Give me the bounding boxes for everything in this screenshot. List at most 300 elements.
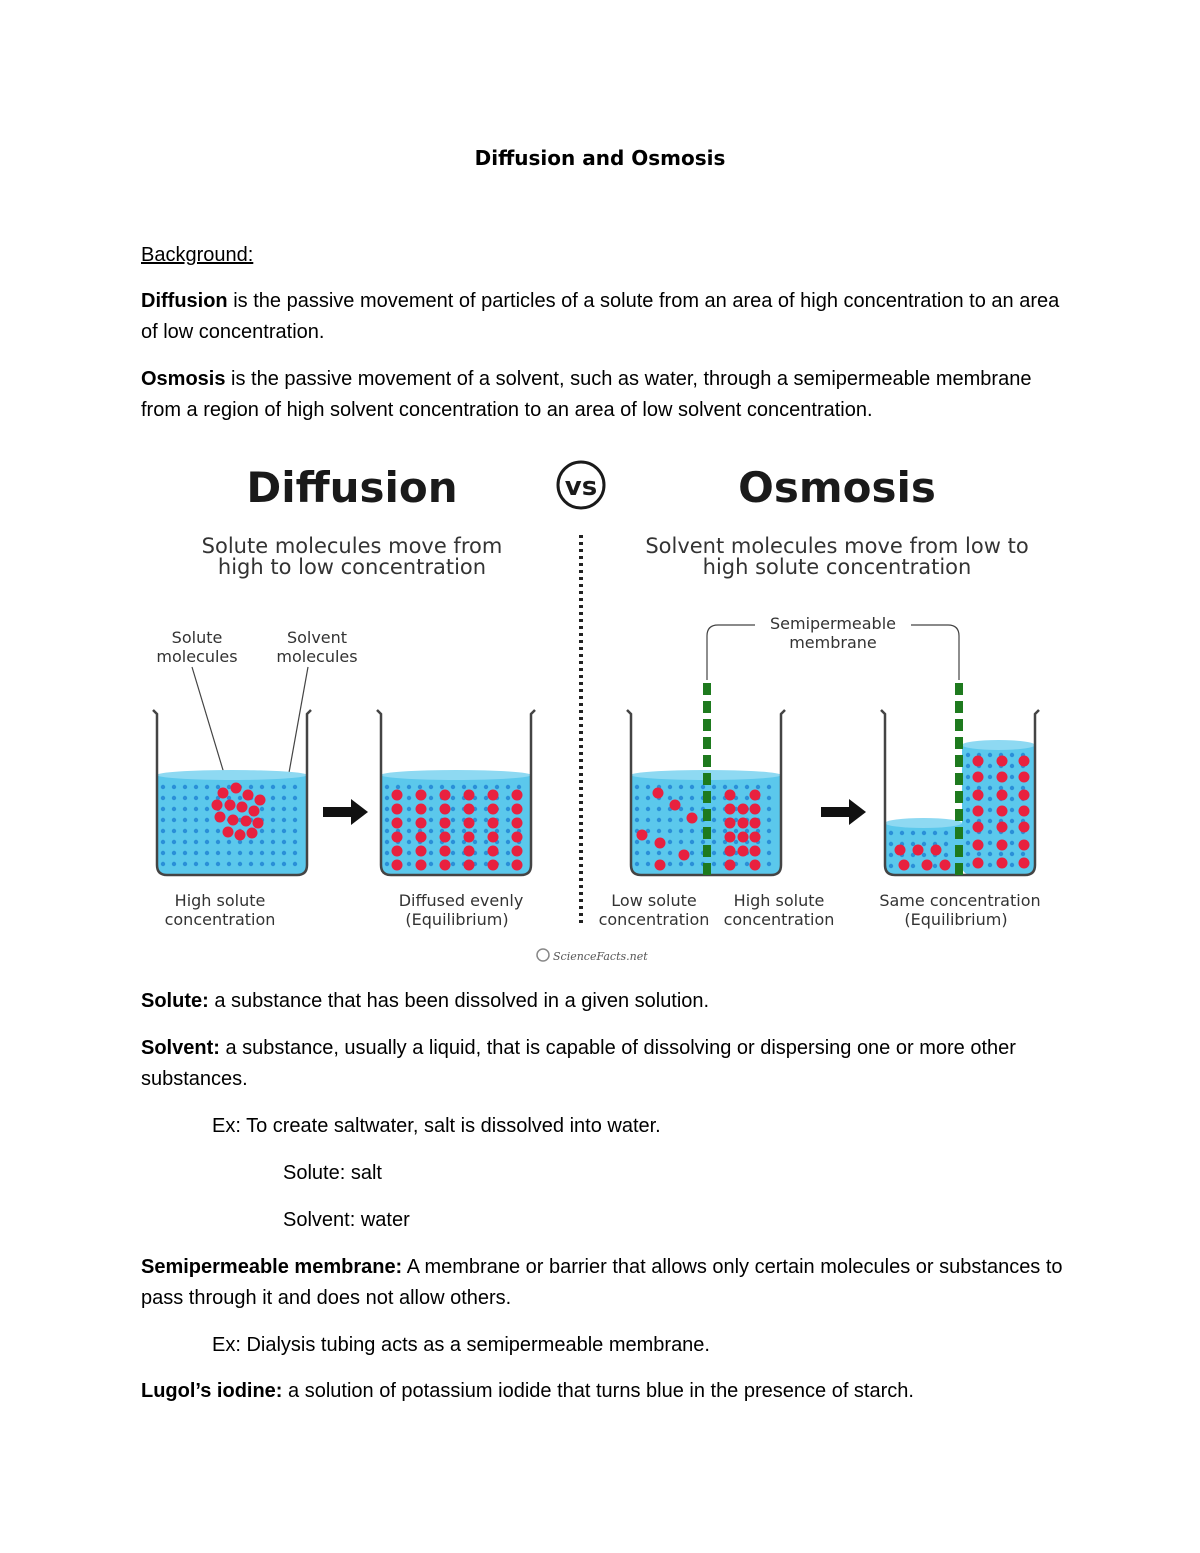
solute-molecule	[997, 790, 1008, 801]
solvent-molecule	[635, 851, 639, 855]
solvent-molecule	[734, 840, 738, 844]
solvent-molecule	[889, 864, 893, 868]
solvent-molecule	[271, 840, 275, 844]
solute-molecule	[218, 788, 229, 799]
solvent-molecule	[657, 818, 661, 822]
solvent-molecule	[407, 829, 411, 833]
solvent-molecule	[216, 862, 220, 866]
solvent-molecule	[679, 796, 683, 800]
solvent-molecule	[271, 807, 275, 811]
solvent-molecule	[227, 862, 231, 866]
background-heading-text: Background:	[141, 244, 254, 266]
water-surface	[381, 770, 531, 780]
membrane-segment	[955, 863, 963, 875]
solute-molecule	[512, 846, 523, 857]
solvent-molecule	[988, 808, 992, 812]
diffusion-subtitle-line1: Solute molecules move from	[201, 534, 503, 558]
solvent-molecule	[183, 785, 187, 789]
solvent-molecule	[756, 785, 760, 789]
membrane-segment	[955, 791, 963, 803]
solvent-molecule	[183, 851, 187, 855]
solute-molecule	[637, 830, 648, 841]
solvent-molecule	[183, 840, 187, 844]
solvent-molecule	[889, 842, 893, 846]
solvent-molecule	[172, 840, 176, 844]
solute-molecule	[440, 832, 451, 843]
solute-molecule	[738, 832, 749, 843]
membrane-segment	[703, 737, 711, 749]
solvent-molecule	[889, 853, 893, 857]
solute-molecule	[997, 840, 1008, 851]
solvent-molecule	[484, 785, 488, 789]
solvent-molecule	[635, 840, 639, 844]
solvent-molecule	[1010, 819, 1014, 823]
solvent-molecule	[922, 853, 926, 857]
solvent-molecule	[646, 807, 650, 811]
solvent-molecule	[172, 851, 176, 855]
example-solute: Solute: salt	[283, 1162, 382, 1184]
solvent-molecule	[517, 785, 521, 789]
solvent-molecule	[282, 807, 286, 811]
solvent-molecule	[767, 796, 771, 800]
membrane-segment	[955, 737, 963, 749]
membrane-pointer-left	[707, 625, 755, 680]
solvent-definition-paragraph	[141, 1033, 1071, 1095]
solute-molecule	[488, 804, 499, 815]
solvent-molecule	[172, 862, 176, 866]
diffusion-subtitle-line2: high to low concentration	[217, 555, 487, 579]
solvent-molecule	[205, 785, 209, 789]
solute-label-line1: Solute	[171, 628, 223, 647]
solute-molecule	[997, 756, 1008, 767]
solvent-molecule	[227, 840, 231, 844]
solute-molecule	[392, 832, 403, 843]
beaker-diffused	[377, 710, 535, 875]
solvent-molecule	[1010, 863, 1014, 867]
solvent-molecule	[161, 807, 165, 811]
membrane-segment	[955, 773, 963, 785]
solute-molecule	[1019, 858, 1030, 869]
solute-molecule	[243, 790, 254, 801]
solvent-molecule	[451, 829, 455, 833]
solvent-molecule	[745, 785, 749, 789]
solvent-molecule	[495, 785, 499, 789]
solvent-molecule	[922, 831, 926, 835]
solvent-molecule	[745, 862, 749, 866]
solvent-molecule	[216, 785, 220, 789]
solvent-molecule	[484, 829, 488, 833]
solute-molecule	[440, 790, 451, 801]
solvent-molecule	[712, 818, 716, 822]
solvent-molecule	[407, 862, 411, 866]
membrane-segment	[703, 809, 711, 821]
membrane-segment	[703, 773, 711, 785]
membrane-segment	[955, 683, 963, 695]
solvent-molecule	[690, 785, 694, 789]
solvent-molecule	[293, 851, 297, 855]
solvent-term: Solvent:	[141, 1037, 220, 1059]
solvent-molecule	[1021, 852, 1025, 856]
solute-molecule	[512, 790, 523, 801]
solvent-molecule	[911, 842, 915, 846]
solvent-molecule	[161, 829, 165, 833]
caption-high-b-line1: High solute	[733, 891, 825, 910]
solvent-molecule	[249, 785, 253, 789]
water-surface	[962, 740, 1035, 750]
solvent-molecule	[966, 852, 970, 856]
solvent-molecule	[172, 818, 176, 822]
solvent-molecule	[172, 796, 176, 800]
solvent-molecule	[944, 853, 948, 857]
solute-molecule	[725, 804, 736, 815]
solute-term: Solute:	[141, 990, 209, 1012]
solute-molecule	[392, 790, 403, 801]
solvent-molecule	[183, 796, 187, 800]
solute-molecule	[255, 795, 266, 806]
lugol-definition-paragraph	[141, 1376, 1071, 1407]
solvent-molecule	[205, 862, 209, 866]
solvent-molecule	[988, 841, 992, 845]
solvent-molecule	[260, 851, 264, 855]
solute-molecule	[750, 790, 761, 801]
solvent-molecule	[429, 818, 433, 822]
solute-molecule	[212, 800, 223, 811]
lugol-definition: a solution of potassium iodide that turns blue in the presence of starch.	[282, 1380, 914, 1402]
solute-molecule	[655, 838, 666, 849]
solvent-molecule	[194, 818, 198, 822]
solute-molecule	[392, 846, 403, 857]
solute-molecule	[440, 818, 451, 829]
solvent-molecule	[282, 851, 286, 855]
solvent-molecule	[183, 829, 187, 833]
solute-molecule	[464, 790, 475, 801]
solvent-molecule	[506, 840, 510, 844]
solvent-molecule	[701, 785, 705, 789]
solute-molecule	[241, 816, 252, 827]
beaker-osmosis-equilibrium	[881, 683, 1039, 875]
solute-molecule	[215, 812, 226, 823]
osmosis-term: Osmosis	[141, 368, 226, 390]
solvent-molecule	[933, 831, 937, 835]
solvent-molecule	[183, 818, 187, 822]
solvent-molecule	[473, 785, 477, 789]
solvent-molecule	[988, 775, 992, 779]
arrow-right-icon	[821, 799, 866, 825]
solvent-molecule	[249, 862, 253, 866]
solute-molecule	[416, 846, 427, 857]
solvent-molecule	[429, 840, 433, 844]
solvent-molecule	[506, 807, 510, 811]
solute-molecule	[440, 804, 451, 815]
solvent-molecule	[1010, 808, 1014, 812]
solute-molecule	[488, 846, 499, 857]
solute-molecule	[1019, 806, 1030, 817]
solvent-molecule	[1010, 830, 1014, 834]
solvent-molecule	[690, 840, 694, 844]
solute-molecule	[725, 846, 736, 857]
solvent-molecule	[745, 796, 749, 800]
solute-molecule	[464, 846, 475, 857]
solvent-molecule	[712, 829, 716, 833]
solvent-molecule	[161, 796, 165, 800]
solvent-molecule	[172, 785, 176, 789]
solvent-molecule	[966, 764, 970, 768]
solvent-molecule	[679, 862, 683, 866]
solvent-molecule	[690, 807, 694, 811]
solvent-molecule	[646, 796, 650, 800]
solvent-molecule	[271, 796, 275, 800]
caption-low-line1: Low solute	[611, 891, 697, 910]
solvent-molecule	[271, 862, 275, 866]
solute-molecule	[231, 783, 242, 794]
solvent-molecule	[1010, 786, 1014, 790]
solvent-molecule	[506, 851, 510, 855]
solute-molecule	[725, 818, 736, 829]
solute-label-line2: molecules	[156, 647, 238, 666]
solvent-molecule	[1010, 775, 1014, 779]
solvent-molecule	[966, 808, 970, 812]
solvent-molecule	[194, 807, 198, 811]
lugol-term: Lugol’s iodine:	[141, 1380, 283, 1402]
water-surface	[157, 770, 307, 780]
solvent-molecule	[900, 831, 904, 835]
solute-molecule	[512, 860, 523, 871]
solute-molecule	[922, 860, 933, 871]
solvent-label-line1: Solvent	[286, 628, 348, 647]
solvent-molecule	[646, 818, 650, 822]
solvent-molecule	[690, 829, 694, 833]
solute-molecule	[488, 860, 499, 871]
membrane-pointer-right	[911, 625, 959, 680]
solvent-molecule	[385, 862, 389, 866]
solute-molecule	[228, 815, 239, 826]
solvent-molecule	[385, 807, 389, 811]
solvent-molecule	[429, 829, 433, 833]
solvent-molecule	[227, 851, 231, 855]
solvent-molecule	[679, 785, 683, 789]
solute-molecule	[750, 846, 761, 857]
solvent-molecule	[712, 862, 716, 866]
solvent-molecule	[767, 840, 771, 844]
membrane-segment	[703, 845, 711, 857]
solvent-molecule	[407, 840, 411, 844]
solvent-molecule	[451, 840, 455, 844]
arrow-right-icon	[323, 799, 368, 825]
solvent-molecule	[282, 829, 286, 833]
membrane-definition-paragraph	[141, 1252, 1071, 1314]
solute-molecule	[253, 818, 264, 829]
membrane-segment	[703, 701, 711, 713]
solute-molecule	[750, 804, 761, 815]
solute-molecule	[679, 850, 690, 861]
solute-molecule	[1019, 790, 1030, 801]
solvent-molecule	[767, 818, 771, 822]
solute-molecule	[670, 800, 681, 811]
caption-diffused-line1: Diffused evenly	[398, 891, 524, 910]
solute-molecule	[488, 790, 499, 801]
solvent-molecule	[657, 829, 661, 833]
water	[381, 775, 531, 875]
solvent-molecule	[944, 842, 948, 846]
solvent-molecule	[712, 796, 716, 800]
membrane-label-line1: Semipermeable	[769, 614, 897, 633]
solute-molecule	[488, 818, 499, 829]
solute-molecule	[237, 802, 248, 813]
solvent-molecule	[473, 840, 477, 844]
solvent-molecule	[723, 785, 727, 789]
solute-molecule	[488, 832, 499, 843]
solvent-molecule	[429, 807, 433, 811]
solvent-molecule	[988, 797, 992, 801]
solvent-molecule	[194, 862, 198, 866]
solvent-molecule	[260, 807, 264, 811]
solvent-molecule	[679, 818, 683, 822]
diffusion-definition: is the passive movement of particles of a solute from an area of high concentration to an area of low concentration.	[141, 290, 1060, 343]
solvent-molecule	[668, 840, 672, 844]
solvent-molecule	[690, 862, 694, 866]
solvent-molecule	[911, 831, 915, 835]
caption-high-line2: concentration	[164, 910, 276, 929]
solvent-molecule	[271, 851, 275, 855]
solvent-molecule	[889, 831, 893, 835]
example-saltwater: Ex: To create saltwater, salt is dissolved into water.	[212, 1115, 661, 1137]
solvent-molecule	[944, 831, 948, 835]
solvent-molecule	[161, 851, 165, 855]
solvent-molecule	[484, 818, 488, 822]
atom-icon	[537, 949, 549, 961]
solvent-molecule	[635, 785, 639, 789]
solute-molecule	[931, 845, 942, 856]
solute-molecule	[997, 806, 1008, 817]
diffusion-vs-osmosis-figure	[140, 455, 1070, 975]
solute-molecule	[899, 860, 910, 871]
solvent-molecule	[183, 807, 187, 811]
membrane-segment	[955, 827, 963, 839]
solvent-molecule	[1010, 852, 1014, 856]
solvent-molecule	[1010, 764, 1014, 768]
solvent-molecule	[506, 829, 510, 833]
membrane-segment	[955, 755, 963, 767]
solvent-molecule	[679, 829, 683, 833]
caption-same-line2: (Equilibrium)	[904, 910, 1008, 929]
caption-same-line1: Same concentration	[879, 891, 1041, 910]
solute-molecule	[416, 832, 427, 843]
osmosis-subtitle-line2: high solute concentration	[702, 555, 972, 579]
solute-molecule	[416, 790, 427, 801]
solvent-molecule	[282, 796, 286, 800]
beaker-high-solute	[153, 710, 311, 875]
water-surface	[885, 818, 962, 828]
solute-molecule	[973, 822, 984, 833]
solute-molecule	[416, 804, 427, 815]
solvent-molecule	[216, 840, 220, 844]
solvent-molecule	[734, 829, 738, 833]
solvent-molecule	[161, 785, 165, 789]
solvent-molecule	[385, 840, 389, 844]
solvent-molecule	[271, 818, 275, 822]
solute-molecule	[973, 772, 984, 783]
solute-molecule	[750, 860, 761, 871]
solvent-molecule	[451, 796, 455, 800]
solute-molecule	[392, 804, 403, 815]
solvent-molecule	[988, 764, 992, 768]
solvent-molecule	[396, 785, 400, 789]
solvent-molecule	[205, 796, 209, 800]
diffusion-paragraph	[141, 286, 1071, 348]
solvent-molecule	[429, 785, 433, 789]
solvent-molecule	[506, 796, 510, 800]
solvent-molecule	[205, 818, 209, 822]
solute-definition-paragraph	[141, 986, 1071, 1017]
solvent-molecule	[646, 785, 650, 789]
solvent-molecule	[635, 862, 639, 866]
solvent-molecule	[172, 829, 176, 833]
solvent-molecule	[249, 851, 253, 855]
solute-molecule	[512, 818, 523, 829]
solvent-molecule	[238, 796, 242, 800]
solvent-molecule	[668, 796, 672, 800]
solvent-molecule	[911, 864, 915, 868]
figure-svg	[140, 455, 1070, 975]
solvent-molecule	[216, 829, 220, 833]
solvent-definition: a substance, usually a liquid, that is capable of dissolving or dispersing one or more other substances.	[141, 1037, 1016, 1090]
solute-molecule	[1019, 772, 1030, 783]
solvent-molecule	[282, 785, 286, 789]
solute-molecule	[464, 832, 475, 843]
solvent-molecule	[506, 818, 510, 822]
solvent-molecule	[966, 863, 970, 867]
diffusion-term: Diffusion	[141, 290, 228, 312]
solvent-molecule	[484, 840, 488, 844]
solvent-molecule	[1010, 797, 1014, 801]
caption-low-line2: concentration	[598, 910, 710, 929]
solvent-molecule	[473, 829, 477, 833]
solvent-molecule	[282, 840, 286, 844]
solute-molecule	[653, 788, 664, 799]
solvent-molecule	[451, 807, 455, 811]
membrane-segment	[955, 845, 963, 857]
caption-high-line1: High solute	[174, 891, 266, 910]
page-title: Diffusion and Osmosis	[474, 146, 726, 170]
diffusion-title: Diffusion	[246, 463, 458, 512]
solvent-molecule	[238, 851, 242, 855]
solvent-molecule	[966, 753, 970, 757]
membrane-definition: A membrane or barrier that allows only certain molecules or substances to pass through it and does not allow others.	[141, 1256, 1063, 1309]
solute-molecule	[464, 818, 475, 829]
solvent-molecule	[161, 862, 165, 866]
solvent-molecule	[988, 786, 992, 790]
solute-molecule	[738, 804, 749, 815]
solvent-molecule	[657, 851, 661, 855]
solute-molecule	[725, 860, 736, 871]
solute-molecule	[940, 860, 951, 871]
solvent-molecule	[462, 785, 466, 789]
solvent-molecule	[646, 840, 650, 844]
solvent-molecule	[966, 786, 970, 790]
solute-molecule	[1019, 756, 1030, 767]
solvent-label-line2: molecules	[276, 647, 358, 666]
solute-molecule	[464, 860, 475, 871]
solvent-molecule	[385, 851, 389, 855]
solvent-molecule	[385, 818, 389, 822]
osmosis-subtitle-line1: Solvent molecules move from low to	[645, 534, 1029, 558]
solvent-molecule	[635, 796, 639, 800]
solvent-molecule	[205, 840, 209, 844]
solvent-molecule	[506, 862, 510, 866]
solute-molecule	[655, 860, 666, 871]
membrane-segment	[703, 791, 711, 803]
solute-molecule	[997, 772, 1008, 783]
